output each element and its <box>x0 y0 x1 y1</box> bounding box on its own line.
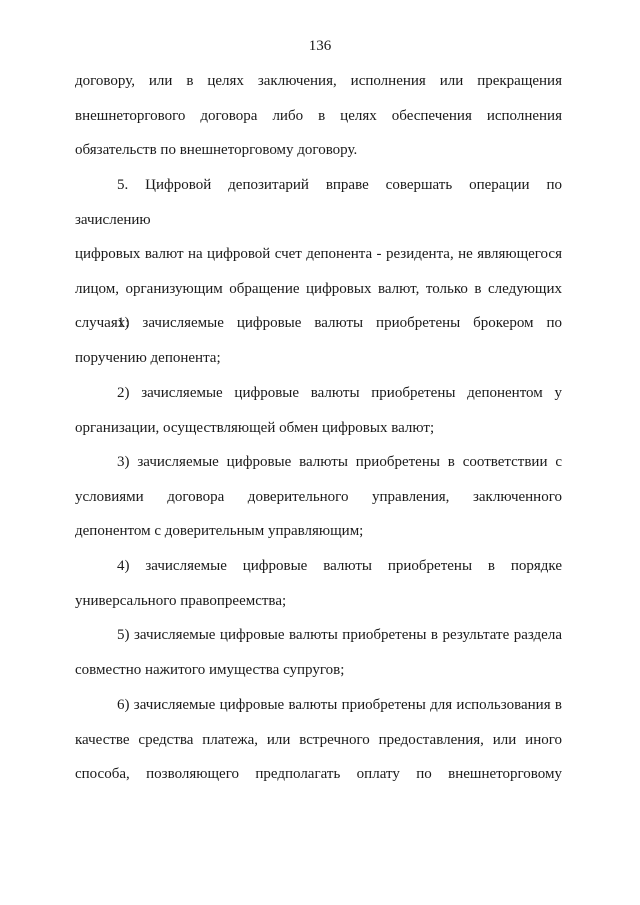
text-line: совместно нажитого имущества супругов; <box>75 661 345 678</box>
paragraph-subitem-6 <box>75 688 562 792</box>
text-line: 1) зачисляемые цифровые валюты приобретены брокером по <box>117 315 562 331</box>
text-line: случаях: <box>75 315 130 331</box>
text-line: цифровых валют на цифровой счет депонента - резидента, не являющегося <box>75 246 562 262</box>
text-line: универсального правопреемства; <box>75 592 287 609</box>
paragraph-subitem-5 <box>75 618 562 687</box>
text-line: внешнеторгового договора либо в целях обеспечения исполнения <box>75 107 562 124</box>
paragraph-subitem-1 <box>75 306 562 375</box>
text-line: условиями договора доверительного управления, заключенного <box>75 488 562 505</box>
text-line: организации, осуществляющей обмен цифровых валют; <box>75 419 435 436</box>
text-line: 4) зачисляемые цифровые валюты приобретены в порядке <box>117 558 562 574</box>
paragraph-continuation <box>75 64 562 168</box>
text-line: лицом, организующим обращение цифровых валют, только в следующих <box>75 280 562 297</box>
text-line: депонентом с доверительным управляющим; <box>75 523 364 539</box>
page-number: 136 <box>308 38 332 54</box>
text-line: способа, позволяющего предполагать оплату по внешнеторговому <box>75 766 562 782</box>
text-line: 2) зачисляемые цифровые валюты приобретены депонентом у <box>117 385 562 401</box>
text-line: 5) зачисляемые цифровые валюты приобретены в результате раздела <box>117 627 562 643</box>
text-line: обязательств по внешнеторговому договору. <box>75 142 358 158</box>
text-line: поручению депонента; <box>75 349 221 366</box>
text-line: 6) зачисляемые цифровые валюты приобретены для использования в <box>117 697 562 713</box>
text-line: качестве средства платежа, или встречного предоставления, или иного <box>75 731 562 748</box>
text-line: 5. Цифровой депозитарий вправе совершать операции по зачислению <box>75 177 562 228</box>
text-line: договору, или в целях заключения, исполнения или прекращения <box>75 73 562 89</box>
paragraph-subitem-3 <box>75 445 562 549</box>
paragraph-subitem-4 <box>75 549 562 618</box>
text-line: 3) зачисляемые цифровые валюты приобретены в соответствии с <box>117 454 562 470</box>
paragraph-subitem-2 <box>75 376 562 445</box>
